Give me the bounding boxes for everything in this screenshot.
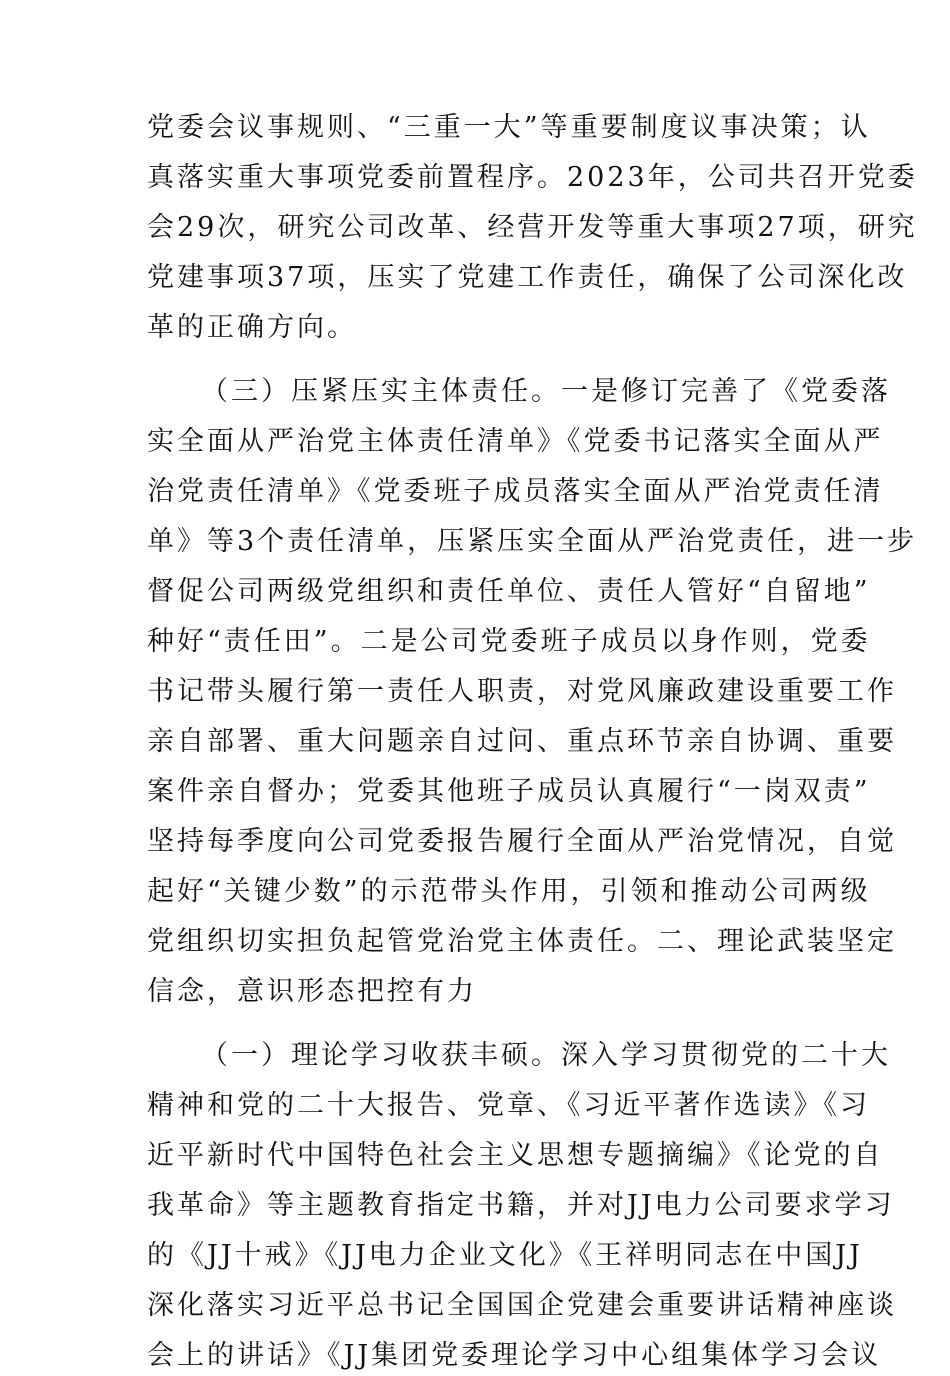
- text-line: 近平新时代中国特色社会主义思想专题摘编》《论党的自: [147, 1140, 884, 1171]
- text-line: 单》等3个责任清单，压紧压实全面从严治党责任，进一步: [147, 526, 918, 557]
- text-line: 治党责任清单》《党委班子成员落实全面从严治党责任清: [147, 476, 884, 507]
- text-line: 起好“关键少数”的示范带头作用，引领和推动公司两级: [147, 876, 871, 907]
- text-line: 的《JJ十戒》《JJ电力企业文化》《王祥明同志在中国JJ: [147, 1240, 863, 1271]
- text-line: 会29次，研究公司改革、经营开发等重大事项27项，研究: [147, 212, 918, 243]
- paragraph-heading-line: （三）压紧压实主体责任。一是修订完善了《党委落: [201, 376, 891, 407]
- text-line: 书记带头履行第一责任人职责，对党风廉政建设重要工作: [147, 676, 897, 707]
- text-line: 真落实重大事项党委前置程序。2023年，公司共召开党委: [147, 162, 918, 193]
- paragraph-heading-line: （一）理论学习收获丰硕。深入学习贯彻党的二十大: [201, 1040, 891, 1071]
- text-line: 坚持每季度向公司党委报告履行全面从严治党情况，自觉: [147, 826, 897, 857]
- text-line: 党委会议事规则、“三重一大”等重要制度议事决策；认: [147, 112, 871, 143]
- text-line: 我革命》等主题教育指定书籍，并对JJ电力公司要求学习: [147, 1190, 895, 1221]
- text-line: 案件亲自督办；党委其他班子成员认真履行“一岗双责”: [147, 776, 871, 807]
- text-line: 党组织切实担负起管党治党主体责任。二、理论武装坚定: [147, 926, 897, 957]
- text-line: 亲自部署、重大问题亲自过问、重点环节亲自协调、重要: [147, 726, 897, 757]
- text-line: 种好“责任田”。二是公司党委班子成员以身作则，党委: [147, 626, 871, 657]
- text-line: 督促公司两级党组织和责任单位、责任人管好“自留地”: [147, 576, 871, 607]
- text-line: 实全面从严治党主体责任清单》《党委书记落实全面从严: [147, 426, 884, 457]
- text-line: 信念，意识形态把控有力: [147, 976, 477, 1007]
- text-line: 会上的讲话》《JJ集团党委理论学习中心组集体学习会议: [147, 1340, 882, 1371]
- text-line: 精神和党的二十大报告、党章、《习近平著作选读》《习: [147, 1090, 870, 1121]
- text-line: 党建事项37项，压实了党建工作责任，确保了公司深化改: [147, 262, 908, 293]
- text-line: 深化落实习近平总书记全国国企党建会重要讲话精神座谈: [147, 1290, 897, 1321]
- text-line: 革的正确方向。: [147, 312, 357, 343]
